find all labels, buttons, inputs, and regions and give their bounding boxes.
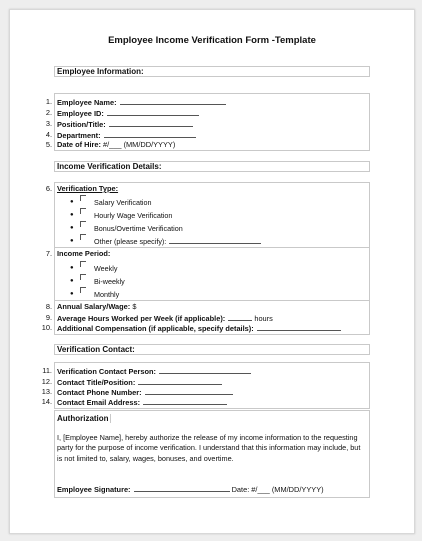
option-bonus[interactable]	[10, 223, 414, 234]
contact-phone-row	[10, 387, 414, 397]
row-number: 7.	[45, 249, 52, 258]
option-other[interactable]	[10, 236, 414, 247]
income-period-label: Income Period:	[57, 249, 111, 258]
checkbox-icon[interactable]	[80, 261, 86, 267]
option-label: Bi-weekly	[94, 277, 125, 286]
contact-email-label: Contact Email Address:	[57, 398, 141, 407]
department-label: Department:	[57, 131, 101, 140]
contact-phone-field[interactable]	[145, 387, 233, 395]
option-monthly[interactable]	[10, 289, 414, 300]
verification-type-row	[10, 184, 414, 194]
contact-title-label: Contact Title/Position:	[57, 378, 136, 387]
employee-name-label: Employee Name:	[57, 98, 117, 107]
checkbox-icon[interactable]	[80, 195, 86, 201]
employee-id-field[interactable]	[107, 108, 199, 116]
option-label: Salary Verification	[94, 198, 152, 207]
form-page	[9, 9, 415, 534]
bullet-icon: ●	[70, 199, 74, 205]
bullet-icon: ●	[70, 265, 74, 271]
contact-person-label: Verification Contact Person:	[57, 367, 156, 376]
hours-unit: hours	[254, 314, 273, 323]
row-number: 14.	[41, 397, 52, 406]
checkbox-icon[interactable]	[80, 221, 86, 227]
contact-title-field[interactable]	[138, 377, 222, 385]
other-specify-field[interactable]	[169, 236, 261, 244]
hours-field[interactable]	[228, 313, 252, 321]
row-number: 1.	[45, 97, 52, 106]
bullet-icon: ●	[70, 291, 74, 297]
option-salary[interactable]	[10, 197, 414, 208]
verification-type-label: Verification Type:	[57, 184, 119, 193]
additional-comp-field[interactable]	[257, 323, 341, 331]
contact-email-field[interactable]	[143, 397, 227, 405]
signature-date-field[interactable]: Date: #/___ (MM/DD/YYYY)	[231, 485, 324, 494]
contact-person-row	[10, 366, 414, 376]
income-period-row	[10, 249, 414, 259]
option-label: Other (please specify):	[94, 237, 167, 246]
option-label: Monthly	[94, 290, 120, 299]
hire-date-label: Date of Hire:	[57, 140, 101, 149]
contact-email-row	[10, 397, 414, 407]
bullet-icon: ●	[70, 238, 74, 244]
option-biweekly[interactable]	[10, 276, 414, 287]
checkbox-icon[interactable]	[80, 274, 86, 280]
employee-id-label: Employee ID:	[57, 109, 104, 118]
option-label: Bonus/Overtime Verification	[94, 224, 183, 233]
authorization-text: I, [Employee Name], hereby authorize the release of my income information to the requesting party for the purpose of income verification. I understand that this information may include, but is not limited to, salary, wages, bonuses, and overtime.	[57, 433, 361, 463]
signature-row	[10, 484, 414, 494]
bullet-icon: ●	[70, 225, 74, 231]
row-number: 9.	[45, 313, 52, 322]
hours-label: Average Hours Worked per Week (if applicable):	[57, 314, 226, 323]
contact-person-field[interactable]	[159, 366, 251, 374]
row-number: 13.	[41, 387, 52, 396]
row-number: 4.	[45, 130, 52, 139]
contact-title-row	[10, 377, 414, 387]
salary-label: Annual Salary/Wage:	[57, 302, 131, 311]
employee-info-header: Employee Information:	[57, 67, 144, 76]
option-weekly[interactable]	[10, 263, 414, 274]
hire-date-field[interactable]: #/___ (MM/DD/YYYY)	[103, 140, 176, 149]
checkbox-icon[interactable]	[80, 287, 86, 293]
contact-header: Verification Contact:	[57, 345, 135, 354]
row-number: 12.	[41, 377, 52, 386]
bullet-icon: ●	[70, 278, 74, 284]
signature-label: Employee Signature:	[57, 485, 131, 494]
row-number: 6.	[45, 184, 52, 193]
verification-header: Income Verification Details:	[57, 162, 162, 171]
hours-row	[10, 313, 414, 323]
row-number: 8.	[45, 302, 52, 311]
option-hourly[interactable]	[10, 210, 414, 221]
employee-name-row	[10, 97, 414, 107]
signature-field[interactable]	[134, 484, 230, 492]
row-number: 11.	[42, 366, 52, 375]
option-label: Hourly Wage Verification	[94, 211, 173, 220]
salary-field[interactable]: $	[132, 302, 137, 311]
option-label: Weekly	[94, 264, 118, 273]
authorization-header: Authorization	[57, 414, 109, 423]
row-number: 10.	[41, 323, 52, 332]
additional-comp-row	[10, 323, 414, 333]
bullet-icon: ●	[70, 212, 74, 218]
checkbox-icon[interactable]	[80, 234, 86, 240]
position-field[interactable]	[109, 119, 193, 127]
employee-name-field[interactable]	[120, 97, 226, 105]
row-number: 5.	[45, 140, 52, 149]
position-row	[10, 119, 414, 129]
additional-comp-label: Additional Compensation (if applicable, specify details):	[57, 324, 254, 333]
contact-phone-label: Contact Phone Number:	[57, 388, 142, 397]
position-label: Position/Title:	[57, 120, 106, 129]
form-title: Employee Income Verification Form -Template	[108, 35, 316, 46]
department-row	[10, 130, 414, 140]
hire-date-row	[10, 140, 414, 150]
row-number: 2.	[45, 108, 52, 117]
row-number: 3.	[45, 119, 52, 128]
salary-row	[10, 302, 414, 312]
department-field[interactable]	[104, 130, 196, 138]
employee-id-row	[10, 108, 414, 118]
checkbox-icon[interactable]	[80, 208, 86, 214]
